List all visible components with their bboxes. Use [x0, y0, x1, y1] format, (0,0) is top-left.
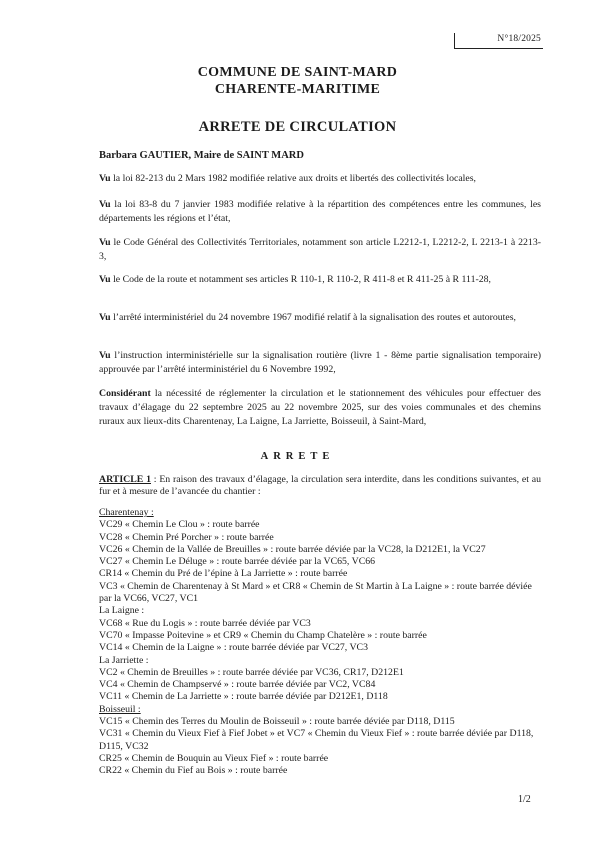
- consideration-4: Vu le Code de la route et notamment ses articles R 110-1, R 110-2, R 411-8 et R 411-25 à R 111-28,: [99, 274, 491, 285]
- road-item: CR14 « Chemin du Pré de l’épine à La Jarriette » : route barrée: [99, 568, 348, 580]
- consideration-2: Vu la loi 83-8 du 7 janvier 1983 modifiée relative à la répartition des compétences entre les communes, les départements les régions et l’état,: [99, 199, 541, 224]
- section-heading: La Laigne :: [99, 605, 145, 617]
- road-closure-list: [99, 507, 544, 778]
- road-item: CR22 « Chemin du Fief au Bois » : route barrée: [99, 765, 288, 777]
- article-1-label: ARTICLE 1: [99, 474, 151, 485]
- consideration-1: Vu la loi 82-213 du 2 Mars 1982 modifiée relative aux droits et libertés des collectivités locales,: [99, 173, 477, 184]
- reference-box: [454, 33, 543, 49]
- road-item: VC4 « Chemin de Champservé » : route barrée déviée par VC2, VC84: [99, 679, 376, 691]
- road-item: CR25 « Chemin de Bouquin au Vieux Fief » : route barrée: [99, 752, 329, 764]
- arrete-heading: ARRETE: [260, 451, 335, 462]
- road-item: VC2 « Chemin de Breuilles » : route barrée déviée par VC36, CR17, D212E1: [99, 666, 404, 678]
- road-item: VC15 « Chemin des Terres du Moulin de Boisseuil » : route barrée déviée par D118, D115: [99, 716, 455, 728]
- road-item: VC26 « Chemin de la Vallée de Breuilles » : route barrée déviée par la VC28, la D212E1, la VC27: [99, 543, 486, 555]
- road-item: VC31 « Chemin du Vieux Fief à Fief Jobet » et VC7 « Chemin du Vieux Fief » : route barrée déviée par D118, D115, VC32: [99, 728, 534, 752]
- road-item: VC11 « Chemin de La Jarriette » : route barrée déviée par D212E1, D118: [99, 691, 388, 703]
- section-heading: Boisseuil :: [99, 703, 141, 715]
- road-item: VC70 « Impasse Poitevine » et CR9 « Chemin du Champ Chatelère » : route barrée: [99, 629, 427, 641]
- article-1: [99, 474, 541, 499]
- consideration-3: Vu le Code Général des Collectivités Territoriales, notamment son article L2212-1, L2212-2, L 2213-1 à 2213-3,: [99, 237, 541, 262]
- consideration-7: Considérant la nécessité de réglementer la circulation et le stationnement des véhicules pour effectuer des travaux d’élagage du 22 septembre 2025 au 22 novembre 2025, sur des voies communales et des chemins ruraux aux lieux-dits Charentenay, La Laigne, La Jarriette, Boisseuil, à Saint-Mard,: [99, 388, 541, 427]
- signer-line: Barbara GAUTIER, Maire de SAINT MARD: [99, 150, 304, 161]
- consideration-5: Vu l’arrêté interministériel du 24 novembre 1967 modifié relatif à la signalisation des routes et autoroutes,: [99, 312, 516, 323]
- commune-title: COMMUNE DE SAINT-MARD: [197, 65, 398, 80]
- road-item: VC27 « Chemin Le Déluge » : route barrée déviée par la VC65, VC66: [99, 556, 376, 568]
- section-heading: Charentenay :: [99, 507, 154, 518]
- road-item: VC29 « Chemin Le Clou » : route barrée: [99, 519, 260, 531]
- section-heading: La Jarriette :: [99, 654, 149, 666]
- article-1-text: : En raison des travaux d’élagage, la circulation sera interdite, dans les conditions suivantes, et au fur et à mesure de l’avancée du chantier :: [99, 474, 541, 498]
- document-title: ARRETE DE CIRCULATION: [198, 119, 397, 135]
- road-item: VC14 « Chemin de la Laigne » : route barrée déviée par VC27, VC3: [99, 642, 368, 654]
- page-number: 1/2: [518, 794, 531, 805]
- road-item: VC28 « Chemin Pré Porcher » : route barrée: [99, 531, 274, 543]
- road-item: VC68 « Rue du Logis » : route barrée déviée par VC3: [99, 617, 311, 629]
- reference-number: N°18/2025: [497, 34, 541, 44]
- road-item: VC3 « Chemin de Charentenay à St Mard » et CR8 « Chemin de St Martin à La Laigne » : route barrée déviée par la VC66, VC27, VC1: [99, 580, 532, 605]
- consideration-6: Vu l’instruction interministérielle sur la signalisation routière (livre 1 - 8ème partie signalisation temporaire) approuvée par l’arrêté interministériel du 6 Novembre 1992,: [99, 350, 541, 375]
- department-title: CHARENTE-MARITIME: [214, 82, 381, 97]
